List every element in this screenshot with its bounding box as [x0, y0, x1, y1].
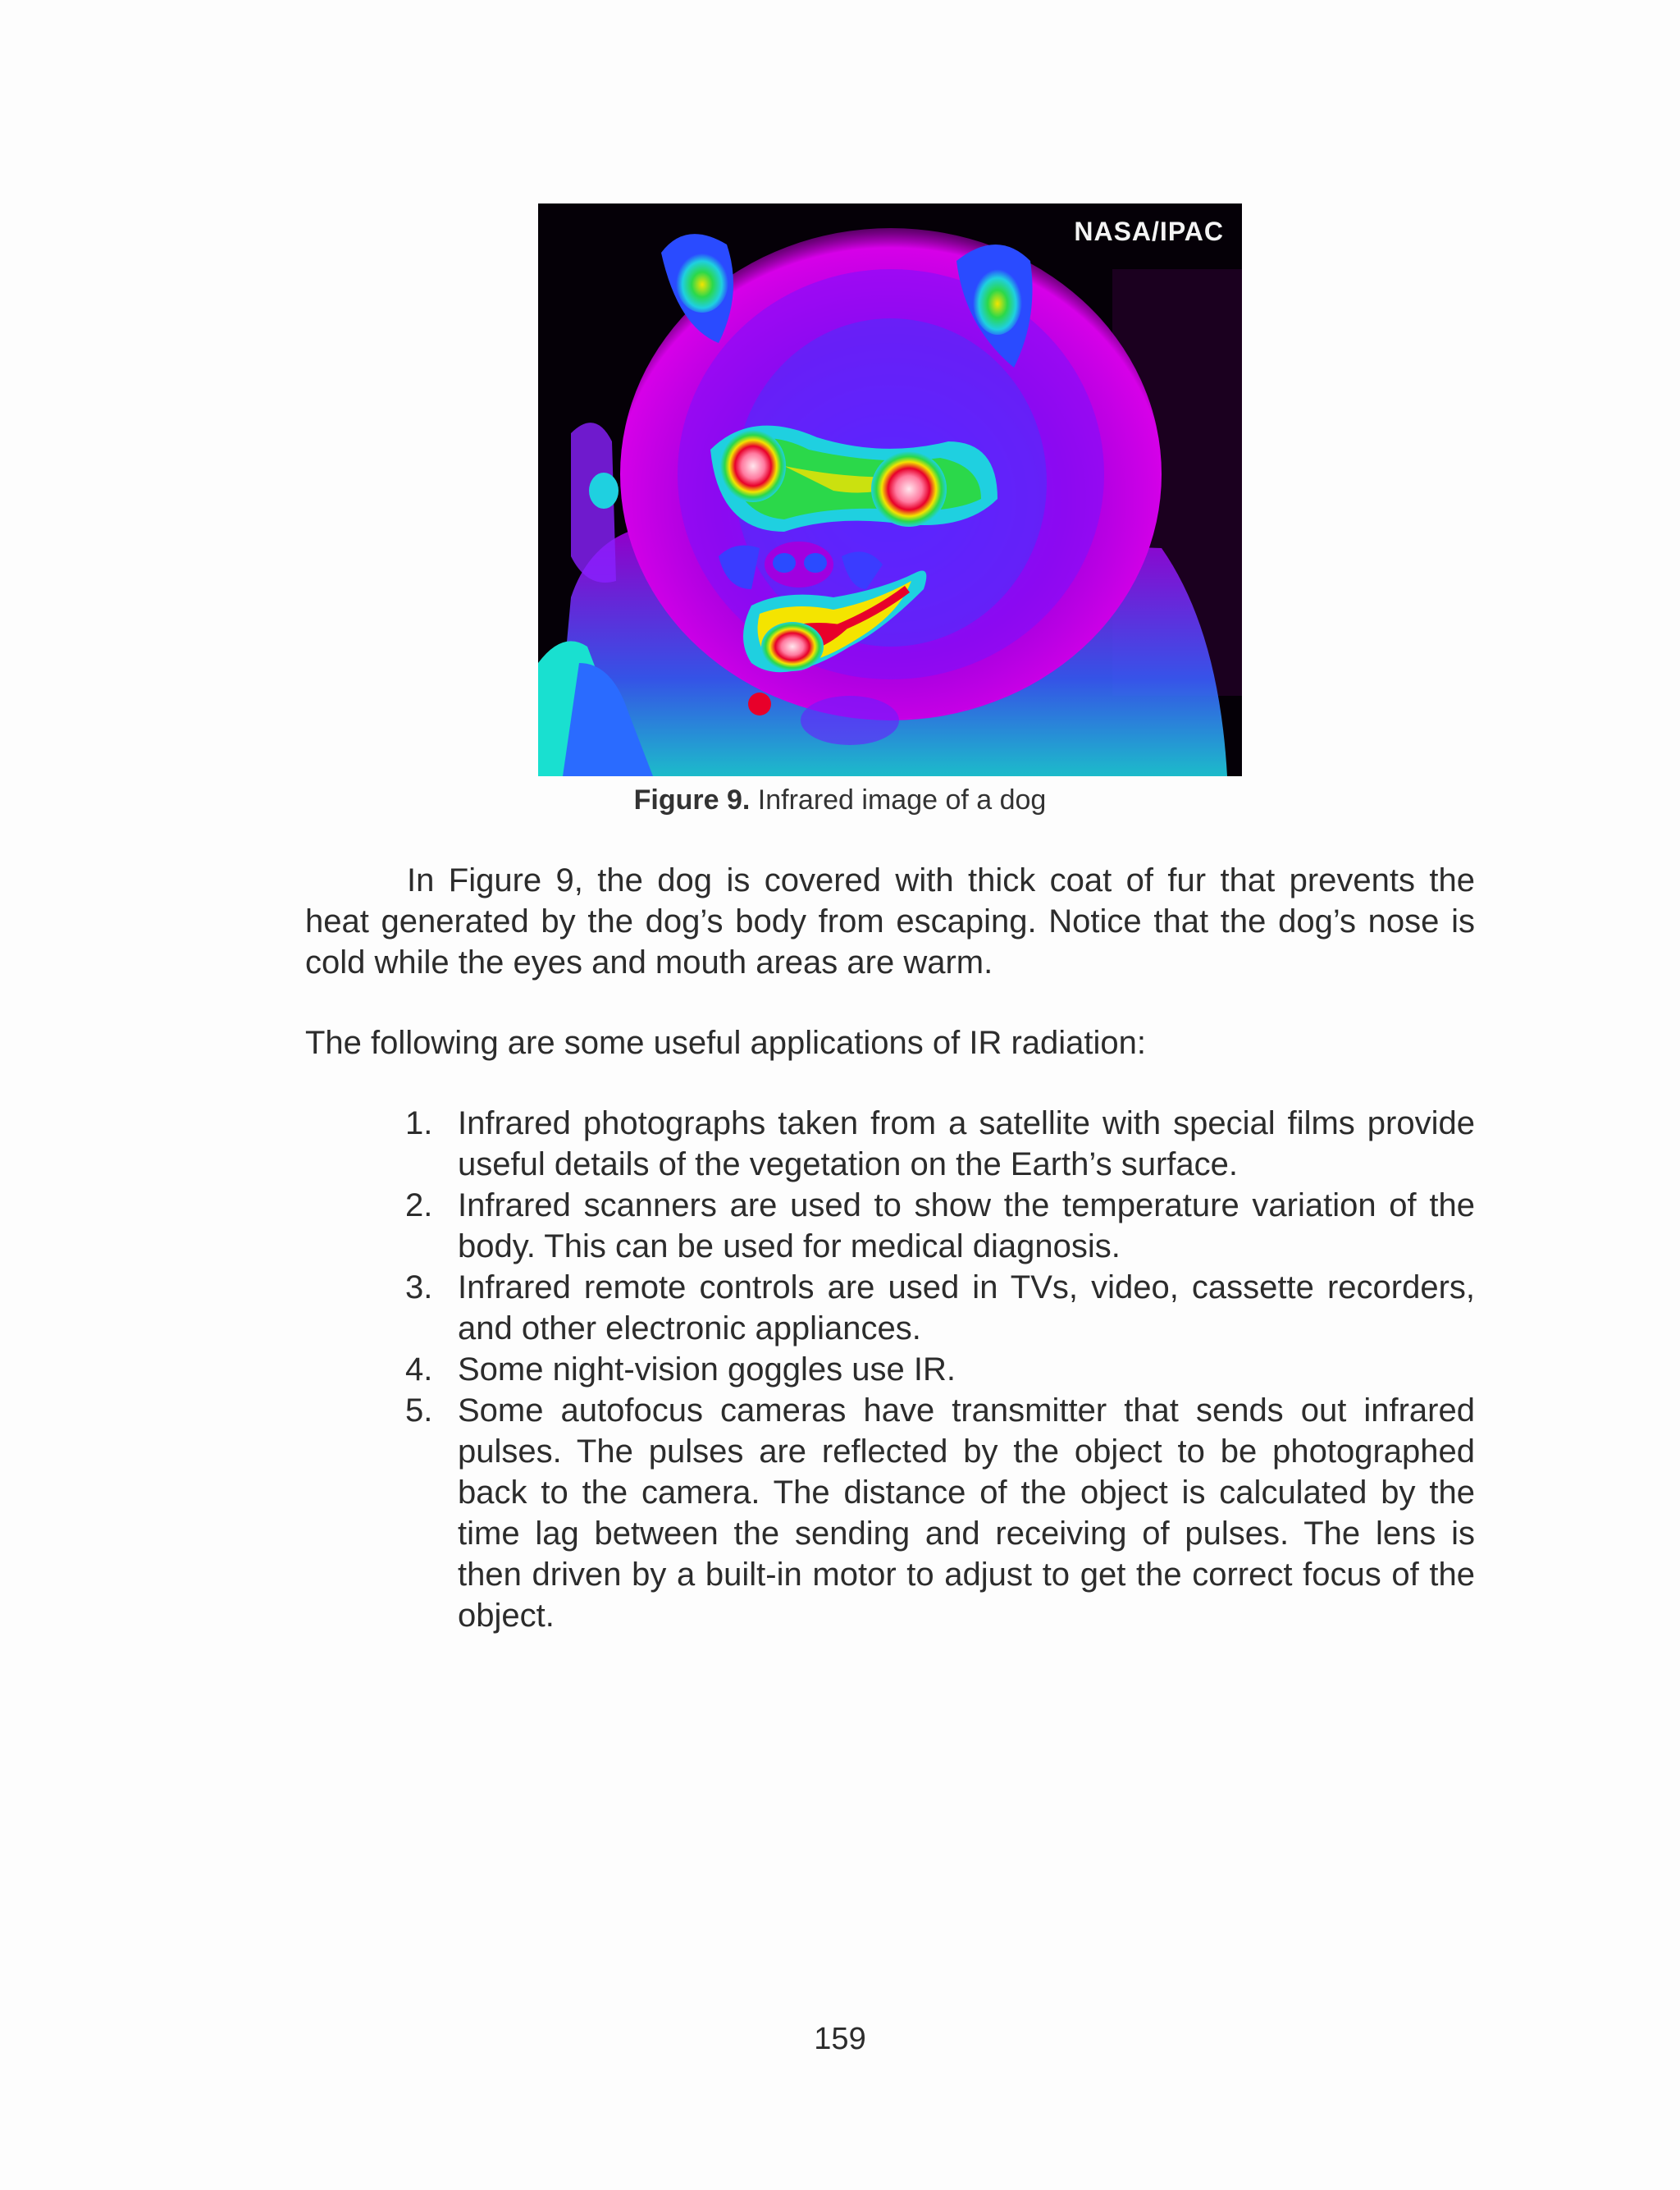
- figure-caption-label: Figure 9.: [633, 784, 751, 816]
- image-credit: NASA/IPAC: [1074, 217, 1224, 246]
- list-item-number: 4.: [405, 1351, 433, 1388]
- figure-caption: [0, 784, 1680, 816]
- list-item: [305, 1267, 1475, 1349]
- paragraph-applications-intro: The following are some useful applications of IR radiation:: [305, 1025, 1146, 1061]
- list-item-text: Some autofocus cameras have transmitter that sends out infrared pulses. The pulses are reflected by the object to be photographed back to the camera. The distance of the object is calculated by the time lag between the sending and receiving of pulses. The lens is then driven by a built-in motor to adjust to get the correct focus of the object.: [458, 1392, 1475, 1634]
- list-item-text: Some night-vision goggles use IR.: [458, 1351, 956, 1388]
- figure-caption-text: Infrared image of a dog: [750, 784, 1047, 816]
- infrared-dog-image: [538, 203, 1242, 776]
- list-item-number: 5.: [405, 1392, 433, 1429]
- list-item-number: 3.: [405, 1269, 433, 1305]
- list-item-text: Infrared remote controls are used in TVs, video, cassette recorders, and other electronic appliances.: [458, 1269, 1475, 1346]
- list-item: [305, 1103, 1475, 1185]
- list-item-text: Infrared photographs taken from a satellite with special films provide useful details of the vegetation on the Earth’s surface.: [458, 1105, 1475, 1182]
- page-number: 159: [814, 2022, 866, 2056]
- paragraph-dog-fur: In Figure 9, the dog is covered with thick coat of fur that prevents the heat generated by the dog’s body from escaping. Notice that the dog’s nose is cold while the eyes and mouth areas are warm.: [305, 862, 1475, 981]
- list-item-number: 2.: [405, 1187, 433, 1223]
- list-item: [305, 1349, 1475, 1390]
- thermal-dog-illustration: [538, 203, 1242, 776]
- list-item: [305, 1185, 1475, 1267]
- list-item: [305, 1390, 1475, 1636]
- list-item-text: Infrared scanners are used to show the temperature variation of the body. This can be used for medical diagnosis.: [458, 1187, 1475, 1264]
- list-item-number: 1.: [405, 1105, 433, 1141]
- applications-list: [305, 1103, 1475, 1636]
